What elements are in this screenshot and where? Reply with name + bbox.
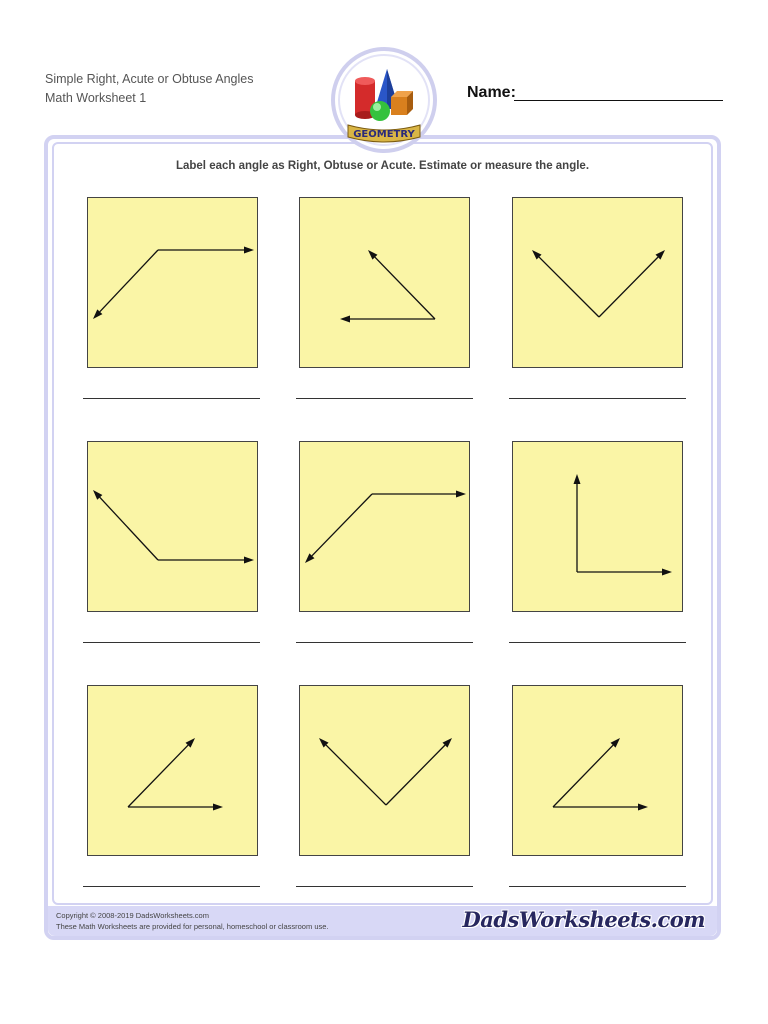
angle-card-5 [299,441,470,612]
brand-logo: DadsWorksheets.com [462,907,705,932]
arm-1-ray [128,745,188,807]
arm-2-ray [312,494,372,556]
arm-2-arrowhead-icon [244,557,254,564]
usage-text: These Math Worksheets are provided for personal, homeschool or classroom use. [56,922,329,931]
arm-1-ray [553,745,613,807]
angle-diagram [88,686,259,857]
arm-1-ray [100,497,158,560]
angle-diagram [513,198,684,369]
arm-1-ray [326,745,386,805]
arm-1-arrowhead-icon [244,247,254,254]
arm-2-arrowhead-icon [340,316,350,323]
angle-diagram [513,686,684,857]
angle-card-3 [512,197,683,368]
arm-1-ray [375,257,435,319]
name-field[interactable] [514,100,723,101]
angle-card-8 [299,685,470,856]
answer-line-2[interactable] [296,398,473,399]
answer-line-6[interactable] [509,642,686,643]
angle-card-9 [512,685,683,856]
title-line-1: Simple Right, Acute or Obtuse Angles [45,72,254,86]
arm-1-arrowhead-icon [456,491,466,498]
copyright-text: Copyright © 2008-2019 DadsWorksheets.com [56,911,209,920]
angle-diagram [300,198,471,369]
logo-text: GEOMETRY [353,129,415,140]
geometry-shapes-icon [335,51,433,149]
angle-diagram [300,686,471,857]
arm-2-ray [386,745,445,805]
arm-2-arrowhead-icon [662,569,672,576]
arm-2-ray [100,250,158,312]
angle-diagram [88,198,259,369]
angle-card-7 [87,685,258,856]
angle-diagram [300,442,471,613]
answer-line-9[interactable] [509,886,686,887]
name-label: Name: [467,84,516,101]
angle-card-4 [87,441,258,612]
arm-1-ray [539,257,599,317]
answer-line-3[interactable] [509,398,686,399]
geometry-logo [331,47,437,153]
worksheet-title [45,70,253,108]
angle-diagram [513,442,684,613]
angle-card-6 [512,441,683,612]
angle-card-1 [87,197,258,368]
answer-line-5[interactable] [296,642,473,643]
answer-line-4[interactable] [83,642,260,643]
footer-text [56,910,329,932]
arm-2-arrowhead-icon [638,804,648,811]
arm-2-ray [599,257,658,317]
arm-1-arrowhead-icon [574,474,581,484]
title-line-2: Math Worksheet 1 [45,91,147,105]
footer [48,906,717,936]
instructions: Label each angle as Right, Obtuse or Acute. Estimate or measure the angle. [175,160,590,172]
answer-line-7[interactable] [83,886,260,887]
angle-diagram [88,442,259,613]
angle-card-2 [299,197,470,368]
answer-line-8[interactable] [296,886,473,887]
arm-2-arrowhead-icon [213,804,223,811]
answer-line-1[interactable] [83,398,260,399]
